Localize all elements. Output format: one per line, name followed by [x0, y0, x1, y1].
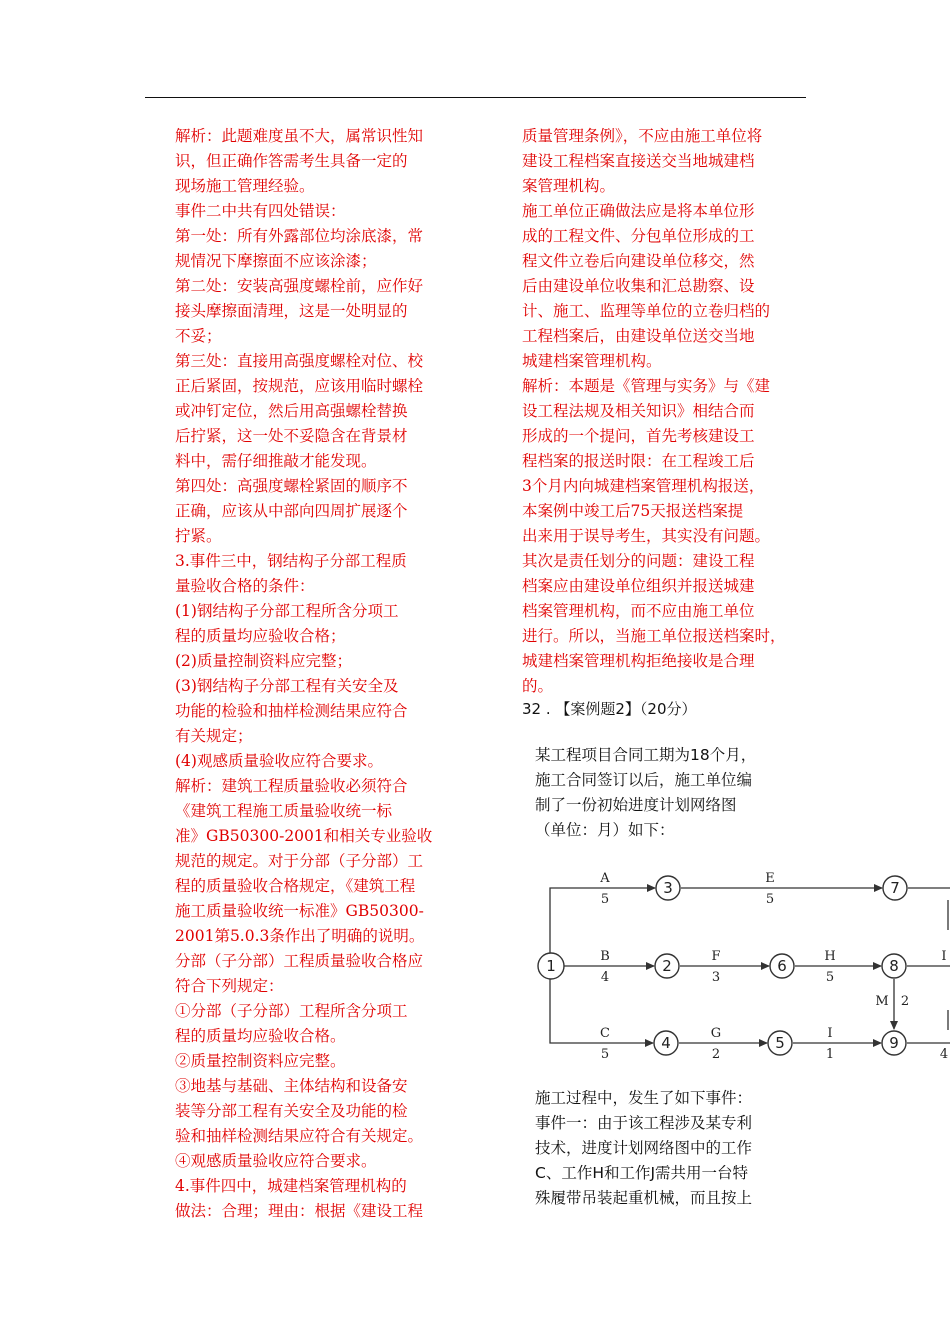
text-line: 程的质量验收合格规定，《建筑工程 — [175, 877, 416, 895]
text-line: 档案管理机构，而不应由施工单位 — [522, 602, 755, 620]
text-line: 解析：此题难度虽不大，属常识性知 — [175, 127, 424, 145]
edge-fragment-label: 4 — [939, 1047, 949, 1060]
activity-duration: 1 — [825, 1047, 835, 1060]
activity-name: F — [711, 949, 721, 964]
header-rule — [145, 97, 806, 98]
text-line: 装等分部工程有关安全及功能的检 — [175, 1102, 408, 1120]
node-6 — [770, 954, 794, 978]
text-line: 程的质量均应验收合格。 — [175, 1027, 346, 1045]
text-line: 《建筑工程施工质量验收统一标 — [175, 802, 393, 820]
node-label: 9 — [889, 1034, 899, 1052]
node-label: 3 — [663, 879, 673, 897]
text-line: 规范的规定。对于分部（子分部）工 — [175, 852, 424, 870]
text-line: 程文件立卷后向建设单位移交，然 — [522, 252, 755, 270]
activity-duration: 2 — [900, 994, 910, 1009]
text-line: 程档案的报送时限：在工程竣工后 — [522, 452, 755, 470]
activity-name: A — [600, 871, 610, 886]
text-line: 功能的检验和抽样检测结果应符合 — [175, 702, 408, 720]
text-line: 接头摩擦面清理，这是一处明显的 — [175, 302, 408, 320]
node-label: 7 — [890, 879, 900, 897]
text-line: 设工程法规及相关知识》相结合而 — [522, 402, 755, 420]
text-line: 符合下列规定： — [175, 977, 284, 995]
text-line: 其次是责任划分的问题：建设工程 — [522, 552, 755, 570]
activity-name: E — [765, 871, 775, 886]
text-line: 施工质量验收统一标准》GB50300- — [175, 902, 424, 920]
text-line: 规情况下摩擦面不应该涂漆； — [175, 252, 377, 270]
text-line: 2001第5.0.3条作出了明确的说明。 — [175, 927, 425, 945]
text-line: 出来用于误导考生，其实没有问题。 — [522, 527, 771, 545]
text-line: ①分部（子分部）工程所含分项工 — [175, 1002, 408, 1020]
node-label: 6 — [777, 957, 787, 975]
text-line: 解析：建筑工程质量验收必须符合 — [175, 777, 408, 795]
text-line: 城建档案管理机构拒绝接收是合理 — [522, 652, 755, 670]
question-header: 32 . 【案例题2】（20分） — [522, 700, 697, 718]
text-line: 不妥； — [175, 327, 222, 345]
text-line: 量验收合格的条件： — [175, 577, 315, 595]
activity-duration: 4 — [600, 970, 610, 985]
text-line: 验和抽样检测结果应符合有关规定。 — [175, 1127, 424, 1145]
activity-name: M — [875, 994, 889, 1009]
node-label: 8 — [889, 957, 899, 975]
node-4 — [654, 1031, 678, 1055]
activity-duration: 2 — [711, 1047, 721, 1060]
text-line: 第一处：所有外露部位均涂底漆，常 — [175, 227, 424, 245]
text-line: (1)钢结构子分部工程所含分项工 — [175, 602, 399, 620]
text-line: （单位：月）如下： — [535, 821, 675, 839]
node-5 — [768, 1031, 792, 1055]
text-line: 3个月内向城建档案管理机构报送， — [522, 477, 765, 495]
edge-fragment-label: I — [941, 949, 947, 964]
text-line: ③地基与基础、主体结构和设备安 — [175, 1077, 408, 1095]
text-line: 有关规定； — [175, 727, 253, 745]
network-diagram — [530, 860, 950, 1060]
text-line: 质量管理条例》，不应由施工单位将 — [522, 127, 763, 145]
text-line: 的。 — [522, 677, 554, 695]
question-intro — [535, 743, 756, 843]
activity-name: G — [710, 1026, 722, 1041]
activity-duration: 5 — [600, 1047, 610, 1060]
text-line: 工程档案后，由建设单位送交当地 — [522, 327, 755, 345]
text-line: 识，但正确作答需考生具备一定的 — [175, 152, 408, 170]
activity-duration: 5 — [765, 892, 775, 907]
node-1 — [538, 953, 564, 979]
activity-name: H — [824, 949, 836, 964]
node-label: 5 — [775, 1034, 785, 1052]
text-line: 事件一：由于该工程涉及某专利 — [535, 1114, 753, 1132]
text-line: 料中，需仔细推敲才能发现。 — [175, 452, 377, 470]
text-line: 准》GB50300-2001和相关专业验收 — [175, 827, 433, 845]
text-line: (3)钢结构子分部工程有关安全及 — [175, 677, 399, 695]
text-line: 某工程项目合同工期为18个月， — [535, 746, 757, 764]
text-line: ④观感质量验收应符合要求。 — [175, 1152, 377, 1170]
node-3 — [656, 876, 680, 900]
text-line: 正后紧固，按规范，应该用临时螺栓 — [175, 377, 424, 395]
right-column — [522, 124, 792, 699]
text-line: 现场施工管理经验。 — [175, 177, 315, 195]
text-line: 事件二中共有四处错误： — [175, 202, 346, 220]
left-column — [175, 124, 450, 1224]
text-line: 施工合同签订以后，施工单位编 — [535, 771, 753, 789]
node-2 — [655, 954, 679, 978]
text-line: 城建档案管理机构。 — [522, 352, 662, 370]
activity-duration: 5 — [600, 892, 610, 907]
node-label: 2 — [662, 957, 672, 975]
activity-duration: 3 — [711, 970, 721, 985]
text-line: 本案例中竣工后75天报送档案提 — [522, 502, 744, 520]
node-8 — [882, 954, 906, 978]
text-line: 4.事件四中，城建档案管理机构的 — [175, 1177, 407, 1195]
events-text — [535, 1086, 752, 1211]
text-line: 建设工程档案直接送交当地城建档 — [522, 152, 755, 170]
text-line: 技术，进度计划网络图中的工作 — [535, 1139, 753, 1157]
text-line: C、工作H和工作J需共用一台特 — [535, 1164, 749, 1182]
text-line: 第二处：安装高强度螺栓前，应作好 — [175, 277, 424, 295]
node-label: 4 — [661, 1034, 671, 1052]
text-line: 解析：本题是《管理与实务》与《建 — [522, 377, 771, 395]
text-line: 做法：合理；理由：根据《建设工程 — [175, 1202, 424, 1220]
text-line: 成的工程文件、分包单位形成的工 — [522, 227, 755, 245]
text-line: 第三处：直接用高强度螺栓对位、校 — [175, 352, 424, 370]
activity-duration: 5 — [825, 970, 835, 985]
text-line: 案管理机构。 — [522, 177, 616, 195]
activity-name: C — [600, 1026, 610, 1041]
text-line: 分部（子分部）工程质量验收合格应 — [175, 952, 424, 970]
text-line: 殊履带吊装起重机械，而且按上 — [535, 1189, 753, 1207]
text-line: 3.事件三中，钢结构子分部工程质 — [175, 552, 407, 570]
text-line: 正确，应该从中部向四周扩展逐个 — [175, 502, 408, 520]
text-line: 计、施工、监理等单位的立卷归档的 — [522, 302, 771, 320]
text-line: 后由建设单位收集和汇总勘察、设 — [522, 277, 755, 295]
text-line: (4)观感质量验收应符合要求。 — [175, 752, 383, 770]
activity-name: B — [600, 949, 610, 964]
text-line: (2)质量控制资料应完整； — [175, 652, 352, 670]
text-line: 程的质量均应验收合格； — [175, 627, 346, 645]
text-line: 档案应由建设单位组织并报送城建 — [522, 577, 755, 595]
text-line: 后拧紧，这一处不妥隐含在背景材 — [175, 427, 408, 445]
text-line: ②质量控制资料应完整。 — [175, 1052, 346, 1070]
node-7 — [883, 876, 907, 900]
text-line: 进行。所以，当施工单位报送档案时， — [522, 627, 786, 645]
text-line: 施工过程中，发生了如下事件： — [535, 1089, 753, 1107]
text-line: 或冲钉定位，然后用高强螺栓替换 — [175, 402, 408, 420]
text-line: 第四处：高强度螺栓紧固的顺序不 — [175, 477, 408, 495]
activity-name: I — [827, 1026, 833, 1041]
text-line: 制了一份初始进度计划网络图 — [535, 796, 737, 814]
node-9 — [882, 1031, 906, 1055]
text-line: 施工单位正确做法应是将本单位形 — [522, 202, 755, 220]
node-label: 1 — [546, 957, 556, 975]
text-line: 拧紧。 — [175, 527, 222, 545]
text-line: 形成的一个提问，首先考核建设工 — [522, 427, 755, 445]
